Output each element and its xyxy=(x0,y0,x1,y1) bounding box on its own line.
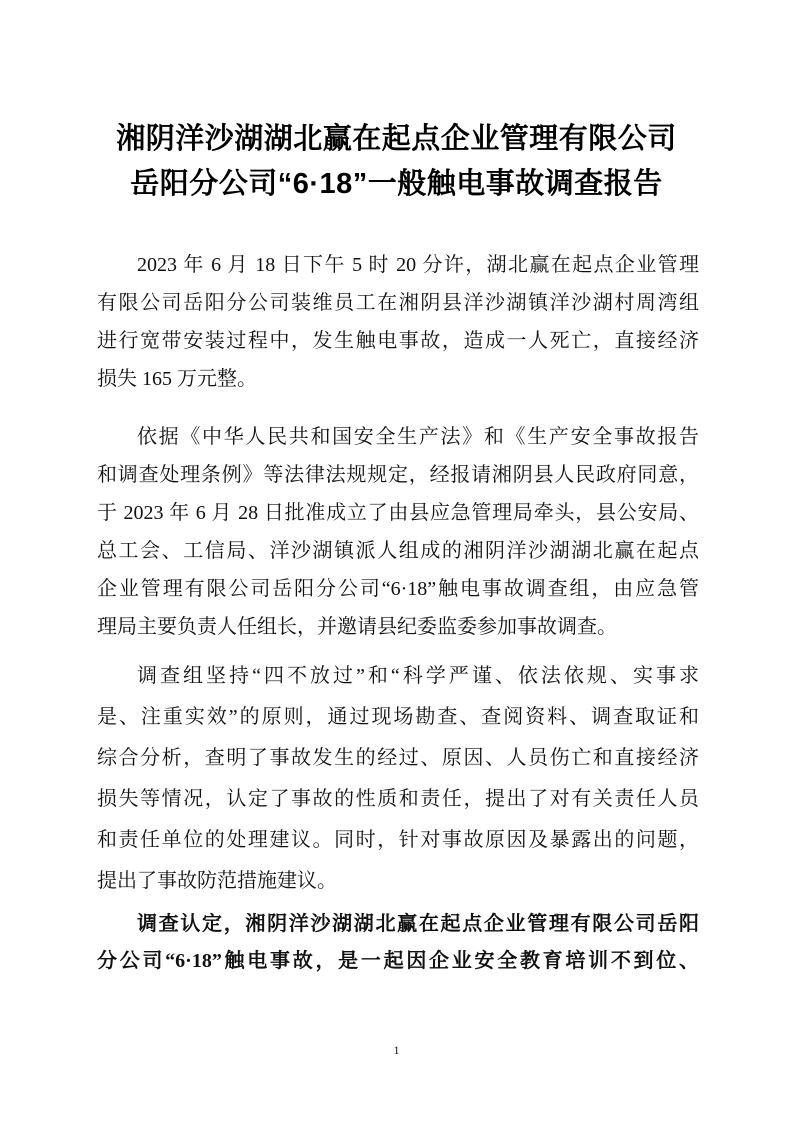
paragraph-conclusion xyxy=(97,906,699,980)
text-line: 总工会、工信局、洋沙湖镇派人组成的湘阴洋沙湖湖北赢在起点 xyxy=(97,540,699,562)
text-line: 提出了事故防范措施建议。 xyxy=(97,870,337,892)
paragraph-investigation-principles xyxy=(97,656,699,902)
paragraph-investigation-basis xyxy=(97,418,699,646)
text-line: 理局主要负责人任组长，并邀请县纪委监委参加事故调查。 xyxy=(97,616,617,638)
text-line: 分公司“6·18”触电事故，是一起因企业安全教育培训不到位、 xyxy=(97,950,699,972)
text-line: 进行宽带安装过程中，发生触电事故，造成一人死亡，直接经济 xyxy=(97,330,699,352)
text-line: 损失等情况，认定了事故的性质和责任，提出了对有关责任人员 xyxy=(97,788,699,810)
text-line: 综合分析，查明了事故发生的经过、原因、人员伤亡和直接经济 xyxy=(97,747,699,769)
text-line: 依据《中华人民共和国安全生产法》和《生产安全事故报告 xyxy=(137,426,699,448)
text-line: 和调查处理条例》等法律法规规定，经报请湘阴县人民政府同意， xyxy=(97,464,699,486)
paragraph-incident-summary xyxy=(97,246,699,398)
text-line: 有限公司岳阳分公司装维员工在湘阴县洋沙湖镇洋沙湖村周湾组 xyxy=(97,292,699,314)
text-line: 于 2023 年 6 月 28 日批准成立了由县应急管理局牵头，县公安局、 xyxy=(97,502,699,524)
page-number: 1 xyxy=(393,1043,400,1057)
text-line: 调查认定，湘阴洋沙湖湖北赢在起点企业管理有限公司岳阳 xyxy=(137,913,699,935)
text-line: 是、注重实效”的原则，通过现场勘查、查阅资料、调查取证和 xyxy=(97,706,699,728)
report-title-line-1: 湘阴洋沙湖湖北赢在起点企业管理有限公司 xyxy=(116,123,677,155)
text-line: 和责任单位的处理建议。同时，针对事故原因及暴露出的问题， xyxy=(97,829,699,851)
report-title xyxy=(0,117,793,207)
text-line: 调查组坚持“四不放过”和“科学严谨、依法依规、实事求 xyxy=(137,665,699,687)
text-line: 损失 165 万元整。 xyxy=(97,368,257,390)
text-line: 企业管理有限公司岳阳分公司“6·18”触电事故调查组，由应急管 xyxy=(97,578,699,600)
report-title-line-2: 岳阳分公司“6·18”一般触电事故调查报告 xyxy=(130,168,663,200)
text-line: 2023 年 6 月 18 日下午 5 时 20 分许，湖北赢在起点企业管理 xyxy=(137,254,699,276)
